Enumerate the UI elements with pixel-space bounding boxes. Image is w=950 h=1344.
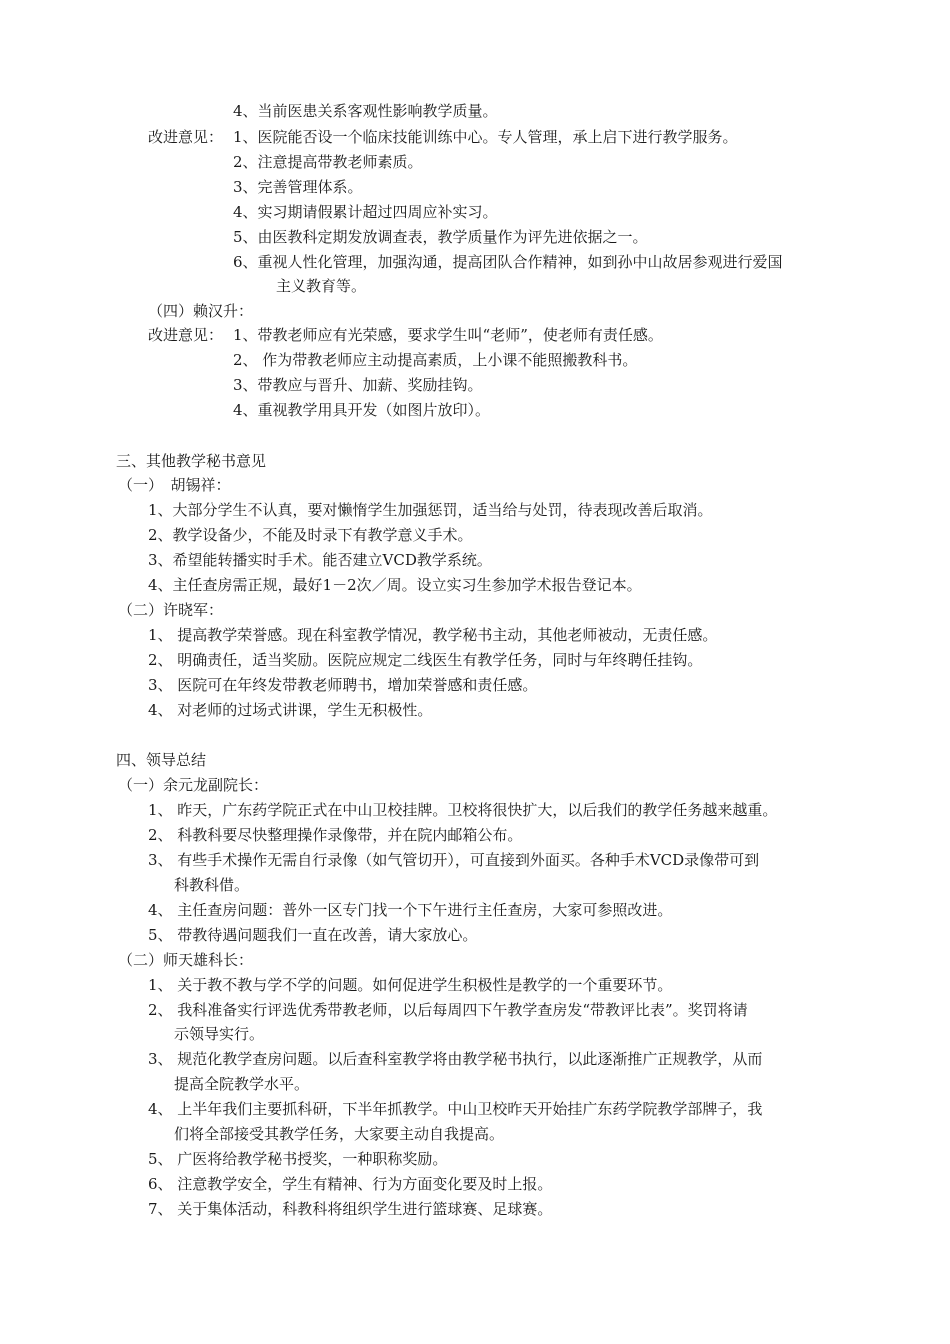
list-item-continuation: 主义教育等。 [276,277,367,295]
list-item: 3、希望能转播实时手术。能否建立VCD教学系统。 [148,551,492,569]
list-item: 4、重视教学用具开发（如图片放印）。 [233,401,491,419]
list-item: 4、主任查房需正规，最好1－2次／周。设立实习生参加学术报告登记本。 [148,576,642,594]
suggestions-label: 改进意见： [148,128,224,146]
list-item: 2、 我科准备实行评选优秀带教老师，以后每周四下午教学查房发“带教评比表”。奖罚将请 [148,1001,748,1019]
list-item: 3、完善管理体系。 [233,178,363,196]
list-item: 6、重视人性化管理，加强沟通，提高团队合作精神，如到孙中山故居参观进行爱国 [233,253,783,271]
list-item: 3、 有些手术操作无需自行录像（如气管切开），可直接到外面买。各种手术VCD录像带可到 [148,851,760,869]
list-item: 3、 医院可在年终发带教老师聘书，增加荣誉感和责任感。 [148,676,538,694]
subsection-heading: （二）师天雄科长： [118,951,254,969]
list-item: 2、教学设备少，不能及时录下有教学意义手术。 [148,526,473,544]
list-item-continuation: 示领导实行。 [174,1025,265,1043]
list-item: 4、当前医患关系客观性影响教学质量。 [233,102,498,120]
list-item: 2、注意提高带教老师素质。 [233,153,423,171]
subsection-heading: （四）赖汉升： [148,302,254,320]
list-item: 3、带教应与晋升、加薪、奖励挂钩。 [233,376,483,394]
list-item-continuation: 提高全院教学水平。 [174,1075,310,1093]
list-item: 5、 广医将给教学秘书授奖，一种职称奖励。 [148,1150,448,1168]
list-item: 1、医院能否设一个临床技能训练中心。专人管理，承上启下进行教学服务。 [233,128,738,146]
suggestions-label: 改进意见： [148,326,224,344]
list-item: 1、带教老师应有光荣感，要求学生叫“老师”，使老师有责任感。 [233,326,663,344]
list-item-continuation: 科教科借。 [174,876,250,894]
subsection-heading: （二）许晓军： [118,601,224,619]
list-item: 4、 对老师的过场式讲课，学生无积极性。 [148,701,433,719]
list-item: 1、 提高教学荣誉感。现在科室教学情况，教学秘书主动，其他老师被动，无责任感。 [148,626,718,644]
list-item: 2、 作为带教老师应主动提高素质，上小课不能照搬教科书。 [233,351,638,369]
section-heading: 三、其他教学秘书意见 [116,452,267,470]
section-heading: 四、领导总结 [116,751,207,769]
list-item: 2、 明确责任，适当奖励。医院应规定二线医生有教学任务，同时与年终聘任挂钩。 [148,651,703,669]
list-item: 4、 主任查房问题：普外一区专门找一个下午进行主任查房，大家可参照改进。 [148,901,673,919]
list-item: 1、 昨天，广东药学院正式在中山卫校挂牌。卫校将很快扩大，以后我们的教学任务越来越重。 [148,801,778,819]
list-item: 7、 关于集体活动，科教科将组织学生进行篮球赛、足球赛。 [148,1200,553,1218]
list-item: 3、 规范化教学查房问题。以后查科室教学将由教学秘书执行，以此逐渐推广正规教学，从而 [148,1050,763,1068]
list-item: 2、 科教科要尽快整理操作录像带，并在院内邮箱公布。 [148,826,523,844]
list-item: 1、 关于教不教与学不学的问题。如何促进学生积极性是教学的一个重要环节。 [148,976,673,994]
list-item: 4、实习期请假累计超过四周应补实习。 [233,203,498,221]
subsection-heading: （一）余元龙副院长： [118,776,269,794]
list-item: 1、大部分学生不认真，要对懒惰学生加强惩罚，适当给与处罚，待表现改善后取消。 [148,501,713,519]
list-item: 6、 注意教学安全，学生有精神、行为方面变化要及时上报。 [148,1175,553,1193]
subsection-heading: （一） 胡锡祥： [118,476,231,494]
list-item-continuation: 们将全部接受其教学任务，大家要主动自我提高。 [174,1125,505,1143]
list-item: 5、 带教待遇问题我们一直在改善，请大家放心。 [148,926,478,944]
list-item: 5、由医教科定期发放调查表，教学质量作为评先进依据之一。 [233,228,648,246]
list-item: 4、 上半年我们主要抓科研，下半年抓教学。中山卫校昨天开始挂广东药学院教学部牌子，我 [148,1100,763,1118]
